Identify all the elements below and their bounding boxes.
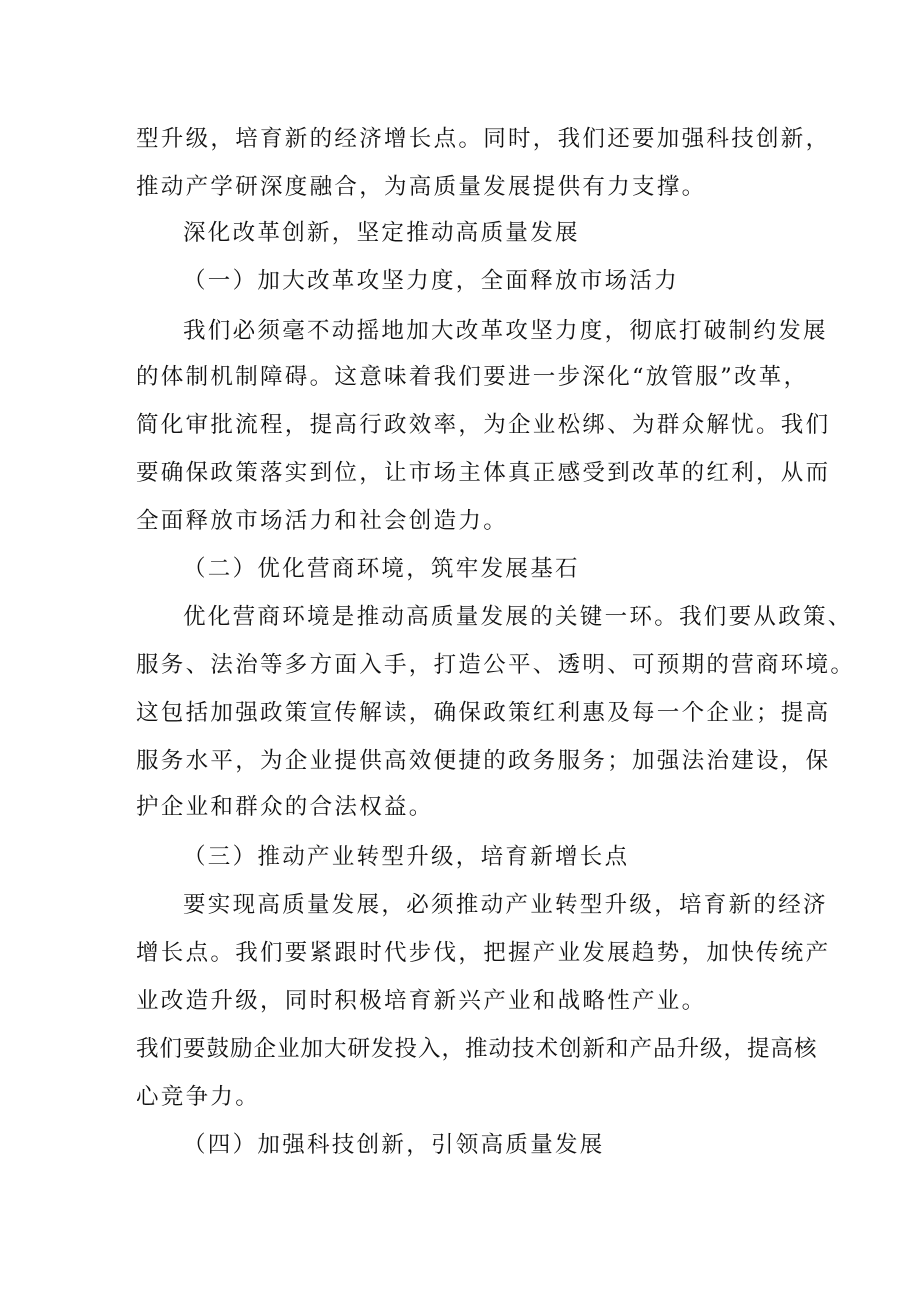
paragraph-line-8: 要确保政策落实到位，让市场主体真正感受到改革的红利，从而 [136, 460, 831, 486]
subheading-4: （四）加强科技创新，引领高质量发展 [183, 1132, 605, 1158]
paragraph-line-21: 心竞争力。 [136, 1084, 261, 1110]
subheading-3: （三）推动产业转型升级，培育新增长点 [183, 844, 630, 870]
subheading-1: （一）加大改革攻坚力度，全面释放市场活力 [183, 268, 680, 294]
paragraph-line-13: 这包括加强政策宣传解读，确保政策红利惠及每一个企业；提高 [136, 700, 831, 726]
paragraph-line-2: 推动产学研深度融合，为高质量发展提供有力支撑。 [136, 174, 707, 200]
paragraph-line-11: 优化营商环境是推动高质量发展的关键一环。我们要从政策、 [183, 604, 853, 630]
paragraph-line-1: 型升级，培育新的经济增长点。同时，我们还要加强科技创新， [136, 126, 831, 152]
paragraph-line-20: 我们要鼓励企业加大研发投入，推动技术创新和产品升级，提高核 [136, 1036, 818, 1062]
section-title: 深化改革创新，坚定推动高质量发展 [183, 220, 580, 246]
paragraph-line-5: 我们必须毫不动摇地加大改革攻坚力度，彻底打破制约发展 [183, 318, 828, 344]
subheading-2: （二）优化营商环境，筑牢发展基石 [183, 556, 580, 582]
paragraph-line-19: 业改造升级，同时积极培育新兴产业和战略性产业。 [136, 988, 707, 1014]
paragraph-line-9: 全面释放市场活力和社会创造力。 [136, 508, 509, 534]
paragraph-line-6: 的体制机制障碍。这意味着我们要进一步深化“放管服”改革， [136, 364, 809, 390]
paragraph-line-17: 要实现高质量发展，必须推动产业转型升级，培育新的经济 [183, 892, 828, 918]
paragraph-line-18: 增长点。我们要紧跟时代步伐，把握产业发展趋势，加快传统产 [136, 940, 831, 966]
paragraph-line-12: 服务、法治等多方面入手，打造公平、透明、可预期的营商环境。 [136, 652, 856, 678]
paragraph-line-15: 护企业和群众的合法权益。 [136, 794, 434, 820]
paragraph-line-14: 服务水平，为企业提供高效便捷的政务服务；加强法治建设，保 [136, 748, 831, 774]
paragraph-line-7: 简化审批流程，提高行政效率，为企业松绑、为群众解忧。我们 [136, 412, 831, 438]
